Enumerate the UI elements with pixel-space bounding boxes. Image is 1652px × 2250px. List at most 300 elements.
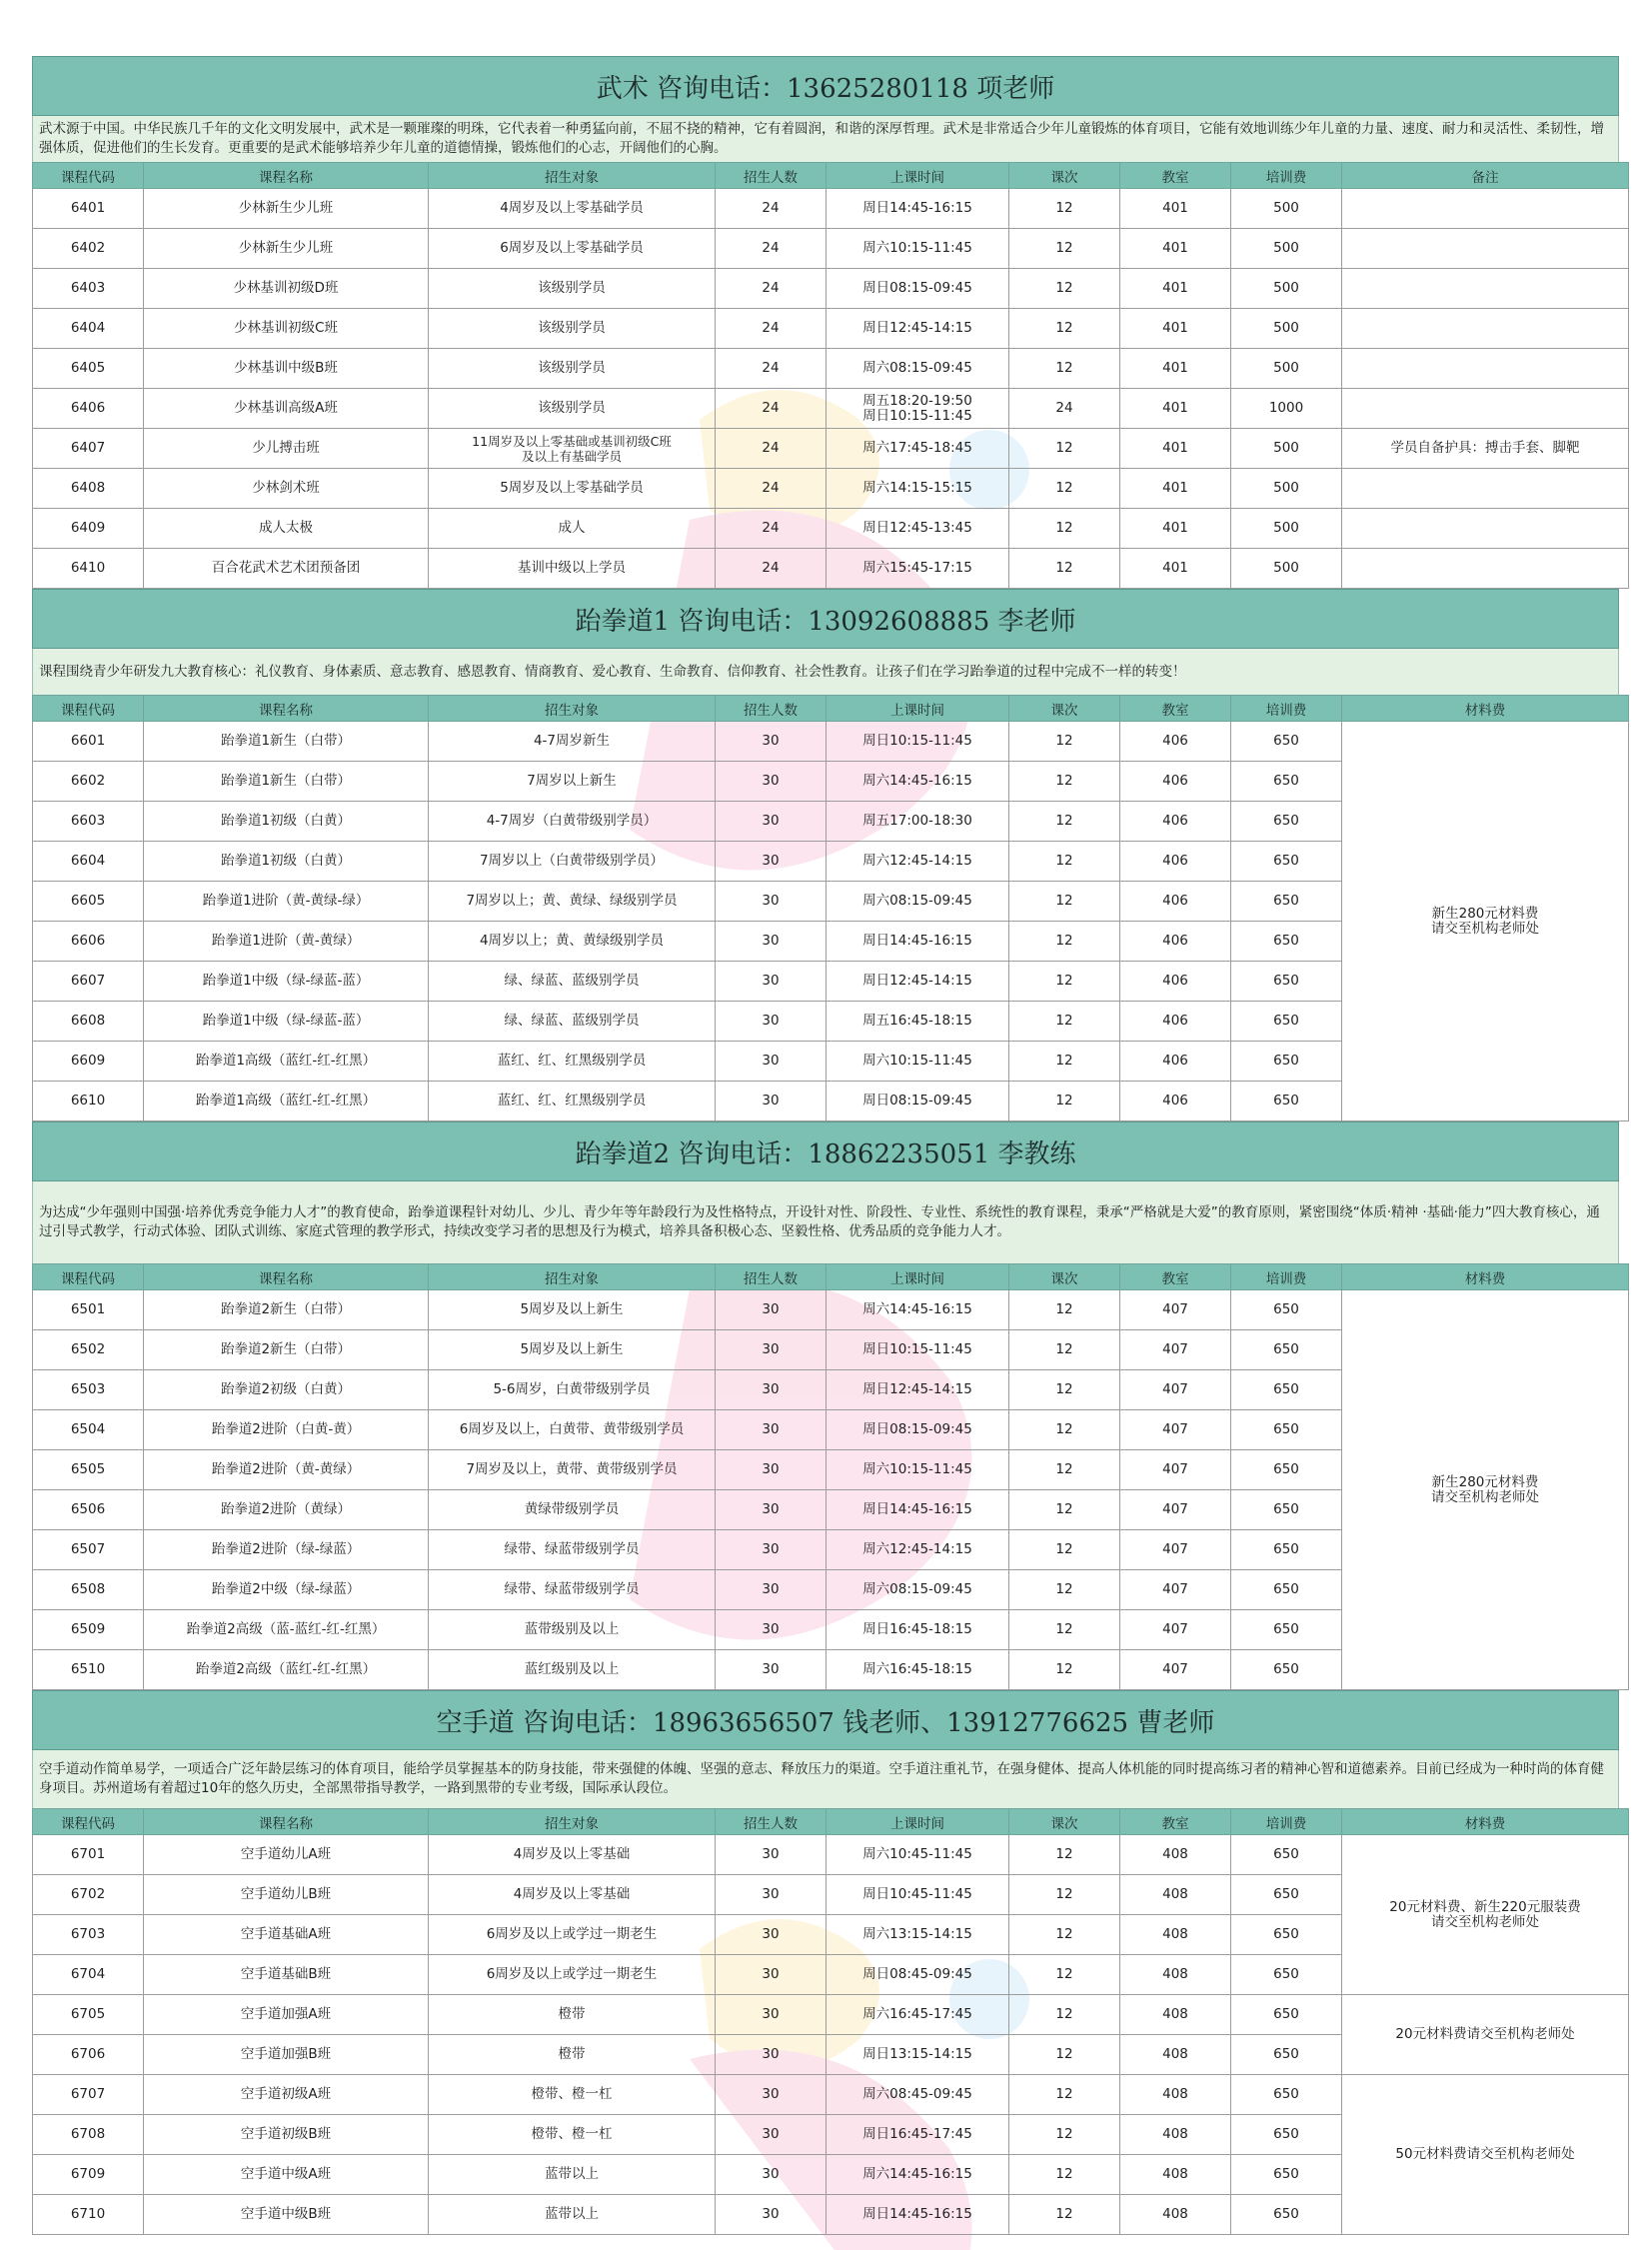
col-course-name-cell: 跆拳道1进阶（黄-黄绿-绿） [144,882,429,922]
col-class-time-cell: 周日16:45-17:45 [826,2115,1009,2155]
col-lessons-header: 课次 [1009,1264,1120,1290]
col-class-time-cell: 周日10:45-11:45 [826,1875,1009,1915]
col-notes-header: 备注 [1342,163,1629,189]
col-enrollment-target-cell: 蓝红、红、红黑级别学员 [429,1042,716,1082]
col-classroom-cell: 408 [1120,2035,1231,2075]
col-course-name-cell: 空手道中级A班 [144,2155,429,2195]
col-enrollment-target-cell: 6周岁及以上零基础学员 [429,229,716,269]
col-course-code-cell: 6504 [33,1410,144,1450]
col-capacity-cell: 24 [716,309,826,349]
col-classroom-cell: 401 [1120,549,1231,589]
col-lessons-cell: 12 [1009,2195,1120,2235]
col-tuition-cell: 650 [1231,1995,1342,2035]
col-capacity-cell: 30 [716,1530,826,1570]
col-tuition-header: 培训费 [1231,1264,1342,1290]
table-row [33,549,1629,589]
col-tuition-header: 培训费 [1231,696,1342,722]
col-enrollment-target-cell: 蓝带级别及以上 [429,1610,716,1650]
col-course-code-cell: 6506 [33,1490,144,1530]
col-class-time-cell: 周六10:15-11:45 [826,1042,1009,1082]
col-notes-header: 材料费 [1342,696,1629,722]
col-lessons-cell: 12 [1009,1002,1120,1042]
col-classroom-cell: 406 [1120,922,1231,962]
col-lessons-cell: 12 [1009,469,1120,509]
col-course-name-cell: 跆拳道1新生（白带） [144,722,429,762]
col-tuition-cell: 650 [1231,962,1342,1002]
col-course-name-cell: 跆拳道1初级（白黄） [144,842,429,882]
col-course-name-cell: 少林基训初级C班 [144,309,429,349]
col-class-time-cell: 周日08:15-09:45 [826,269,1009,309]
col-tuition-cell: 650 [1231,1875,1342,1915]
col-class-time-header: 上课时间 [826,1264,1009,1290]
section-title: 武术 咨询电话：13625280118 项老师 [32,56,1619,116]
col-tuition-cell: 650 [1231,1370,1342,1410]
col-classroom-cell: 406 [1120,882,1231,922]
col-enrollment-target-cell: 该级别学员 [429,389,716,429]
col-course-name-cell: 空手道幼儿A班 [144,1835,429,1875]
col-course-code-header: 课程代码 [33,163,144,189]
col-course-name-cell: 跆拳道2新生（白带） [144,1290,429,1330]
section-title: 跆拳道1 咨询电话：13092608885 李老师 [32,589,1619,649]
col-class-time-cell: 周日12:45-14:15 [826,962,1009,1002]
col-classroom-header: 教室 [1120,696,1231,722]
col-capacity-cell: 24 [716,509,826,549]
col-classroom-cell: 408 [1120,1835,1231,1875]
col-course-code-cell: 6609 [33,1042,144,1082]
col-capacity-cell: 30 [716,1370,826,1410]
col-tuition-cell: 650 [1231,922,1342,962]
col-classroom-cell: 408 [1120,1995,1231,2035]
col-classroom-cell: 407 [1120,1530,1231,1570]
col-course-name-cell: 少儿搏击班 [144,429,429,469]
col-tuition-cell: 650 [1231,1290,1342,1330]
col-course-code-cell: 6604 [33,842,144,882]
col-class-time-cell: 周六08:45-09:45 [826,2075,1009,2115]
col-tuition-cell: 500 [1231,509,1342,549]
col-enrollment-target-header: 招生对象 [429,1809,716,1835]
material-fee-note: 20元材料费请交至机构老师处 [1342,1995,1629,2075]
col-class-time-cell: 周日13:15-14:15 [826,2035,1009,2075]
course-section [32,56,1619,589]
col-class-time-cell: 周日08:15-09:45 [826,1082,1009,1122]
col-lessons-cell: 12 [1009,1875,1120,1915]
table-header-row [33,1264,1629,1290]
col-course-name-cell: 跆拳道1中级（绿-绿蓝-蓝） [144,1002,429,1042]
col-classroom-cell: 401 [1120,509,1231,549]
col-tuition-cell: 650 [1231,1082,1342,1122]
col-lessons-cell: 12 [1009,1082,1120,1122]
col-classroom-cell: 401 [1120,429,1231,469]
col-lessons-cell: 12 [1009,1490,1120,1530]
col-class-time-cell: 周六08:15-09:45 [826,1570,1009,1610]
col-classroom-cell: 401 [1120,349,1231,389]
col-capacity-cell: 30 [716,1995,826,2035]
col-course-code-cell: 6710 [33,2195,144,2235]
col-course-name-cell: 跆拳道2高级（蓝-蓝红-红-红黑） [144,1610,429,1650]
col-enrollment-target-header: 招生对象 [429,696,716,722]
col-notes-cell [1342,269,1629,309]
col-classroom-cell: 406 [1120,762,1231,802]
col-class-time-cell: 周日10:15-11:45 [826,1330,1009,1370]
col-classroom-cell: 406 [1120,1082,1231,1122]
col-capacity-cell: 24 [716,469,826,509]
course-table [32,695,1629,1122]
col-tuition-cell: 500 [1231,429,1342,469]
col-enrollment-target-cell: 4-7周岁（白黄带级别学员） [429,802,716,842]
col-tuition-cell: 650 [1231,1042,1342,1082]
col-capacity-cell: 30 [716,1650,826,1690]
table-row [33,349,1629,389]
col-tuition-cell: 650 [1231,2195,1342,2235]
col-lessons-cell: 12 [1009,842,1120,882]
col-capacity-cell: 24 [716,389,826,429]
col-capacity-cell: 30 [716,1330,826,1370]
col-class-time-cell: 周五18:20-19:50 周日10:15-11:45 [826,389,1009,429]
col-class-time-cell: 周六13:15-14:15 [826,1915,1009,1955]
col-tuition-cell: 500 [1231,469,1342,509]
col-class-time-cell: 周日10:15-11:45 [826,722,1009,762]
col-enrollment-target-cell: 成人 [429,509,716,549]
col-course-code-cell: 6703 [33,1915,144,1955]
material-fee-note: 50元材料费请交至机构老师处 [1342,2075,1629,2235]
col-capacity-cell: 30 [716,1002,826,1042]
col-course-code-cell: 6701 [33,1835,144,1875]
col-capacity-cell: 24 [716,349,826,389]
col-lessons-cell: 12 [1009,1915,1120,1955]
col-course-code-cell: 6409 [33,509,144,549]
col-course-name-cell: 跆拳道2初级（白黄） [144,1370,429,1410]
col-enrollment-target-cell: 该级别学员 [429,309,716,349]
col-capacity-cell: 30 [716,1042,826,1082]
col-notes-cell [1342,349,1629,389]
col-enrollment-target-header: 招生对象 [429,163,716,189]
material-fee-note: 新生280元材料费 请交至机构老师处 [1342,1290,1629,1690]
col-capacity-cell: 30 [716,1955,826,1995]
col-classroom-cell: 401 [1120,469,1231,509]
col-course-code-cell: 6603 [33,802,144,842]
table-row [33,189,1629,229]
col-course-code-cell: 6503 [33,1370,144,1410]
col-class-time-header: 上课时间 [826,163,1009,189]
col-capacity-cell: 30 [716,1915,826,1955]
col-course-name-cell: 少林新生少儿班 [144,189,429,229]
col-lessons-cell: 12 [1009,1370,1120,1410]
col-course-code-cell: 6404 [33,309,144,349]
col-enrollment-target-cell: 5周岁及以上新生 [429,1290,716,1330]
col-course-name-cell: 空手道基础B班 [144,1955,429,1995]
table-row [33,389,1629,429]
section-description: 为达成“少年强则中国强·培养优秀竞争能力人才”的教育使命，跆拳道课程针对幼儿、少儿、青少年等年龄段行为及性格特点，开设针对性、阶段性、专业性、系统性的教育课程，秉承“严格就是大爱”的教育原则，紧密围绕“体质·精神 ·基础·能力”四大教育核心，通过引导式教学，行动式体验、团队式训练、家庭式管理的教学形式，持续改变学习者的思想及行为模式，培养具备积极心态、坚毅性格、优秀品质的竞争能力人才。 [32,1181,1619,1263]
col-class-time-cell: 周六12:45-14:15 [826,842,1009,882]
col-notes-cell [1342,469,1629,509]
col-enrollment-target-cell: 7周岁以上新生 [429,762,716,802]
col-class-time-cell: 周日12:45-14:15 [826,309,1009,349]
col-lessons-cell: 12 [1009,762,1120,802]
col-tuition-cell: 650 [1231,1450,1342,1490]
col-course-name-cell: 空手道加强B班 [144,2035,429,2075]
col-lessons-cell: 12 [1009,722,1120,762]
col-course-code-cell: 6709 [33,2155,144,2195]
col-classroom-cell: 406 [1120,842,1231,882]
col-classroom-cell: 407 [1120,1570,1231,1610]
col-class-time-cell: 周日14:45-16:15 [826,922,1009,962]
col-capacity-cell: 30 [716,2075,826,2115]
col-course-name-cell: 跆拳道1初级（白黄） [144,802,429,842]
col-tuition-cell: 650 [1231,2115,1342,2155]
col-course-code-cell: 6606 [33,922,144,962]
col-class-time-cell: 周日12:45-14:15 [826,1370,1009,1410]
col-course-code-cell: 6403 [33,269,144,309]
col-course-name-cell: 跆拳道2进阶（黄绿） [144,1490,429,1530]
col-course-code-cell: 6706 [33,2035,144,2075]
col-tuition-cell: 650 [1231,1570,1342,1610]
col-course-name-cell: 成人太极 [144,509,429,549]
col-classroom-cell: 407 [1120,1330,1231,1370]
col-class-time-header: 上课时间 [826,1809,1009,1835]
col-enrollment-target-cell: 绿、绿蓝、蓝级别学员 [429,962,716,1002]
col-enrollment-target-cell: 4周岁以上；黄、黄绿级别学员 [429,922,716,962]
col-lessons-cell: 12 [1009,349,1120,389]
col-lessons-cell: 12 [1009,1290,1120,1330]
col-class-time-cell: 周六16:45-18:15 [826,1650,1009,1690]
col-classroom-cell: 407 [1120,1290,1231,1330]
col-course-name-cell: 跆拳道2新生（白带） [144,1330,429,1370]
col-classroom-cell: 407 [1120,1410,1231,1450]
col-enrollment-target-cell: 蓝带以上 [429,2195,716,2235]
section-description: 武术源于中国。中华民族几千年的文化文明发展中，武术是一颗璀璨的明珠，它代表着一种勇猛向前，不屈不挠的精神，它有着圆润，和谐的深厚哲理。武术是非常适合少年儿童锻炼的体育项目，它能有效地训练少年儿童的力量、速度、耐力和灵活性、柔韧性，增强体质，促进他们的生长发育。更重要的是武术能够培养少年儿童的道德情操，锻炼他们的心志，开阔他们的心胸。 [32,116,1619,162]
col-enrollment-target-cell: 该级别学员 [429,269,716,309]
col-enrollment-target-cell: 橙带 [429,1995,716,2035]
col-tuition-cell: 1000 [1231,389,1342,429]
col-tuition-cell: 650 [1231,2075,1342,2115]
col-classroom-cell: 408 [1120,2115,1231,2155]
col-notes-cell: 学员自备护具：搏击手套、脚靶 [1342,429,1629,469]
col-course-code-cell: 6507 [33,1530,144,1570]
col-course-code-cell: 6601 [33,722,144,762]
col-course-code-cell: 6607 [33,962,144,1002]
col-classroom-cell: 408 [1120,2155,1231,2195]
material-fee-note: 新生280元材料费 请交至机构老师处 [1342,722,1629,1122]
section-title: 跆拳道2 咨询电话：18862235051 李教练 [32,1122,1619,1181]
col-course-name-cell: 少林基训初级D班 [144,269,429,309]
col-enrollment-target-cell: 绿带、绿蓝带级别学员 [429,1570,716,1610]
table-row [33,722,1629,762]
col-lessons-cell: 12 [1009,1650,1120,1690]
col-capacity-cell: 30 [716,762,826,802]
col-classroom-cell: 407 [1120,1650,1231,1690]
col-course-code-cell: 6605 [33,882,144,922]
col-course-name-header: 课程名称 [144,1264,429,1290]
col-course-code-cell: 6702 [33,1875,144,1915]
col-course-name-cell: 少林基训中级B班 [144,349,429,389]
col-lessons-cell: 12 [1009,549,1120,589]
col-course-code-header: 课程代码 [33,696,144,722]
col-classroom-cell: 401 [1120,309,1231,349]
col-course-code-cell: 6602 [33,762,144,802]
col-tuition-header: 培训费 [1231,1809,1342,1835]
col-course-code-cell: 6608 [33,1002,144,1042]
course-section [32,1122,1619,1690]
col-tuition-cell: 650 [1231,1915,1342,1955]
material-fee-note: 20元材料费、新生220元服装费 请交至机构老师处 [1342,1835,1629,1995]
col-lessons-cell: 12 [1009,962,1120,1002]
col-classroom-cell: 407 [1120,1370,1231,1410]
table-row [33,229,1629,269]
table-header-row [33,696,1629,722]
col-tuition-cell: 650 [1231,1835,1342,1875]
table-row [33,1995,1629,2035]
col-classroom-header: 教室 [1120,1264,1231,1290]
col-capacity-cell: 30 [716,1490,826,1530]
col-tuition-cell: 500 [1231,269,1342,309]
col-class-time-cell: 周六15:45-17:15 [826,549,1009,589]
col-class-time-header: 上课时间 [826,696,1009,722]
col-enrollment-target-cell: 5周岁及以上零基础学员 [429,469,716,509]
col-lessons-cell: 12 [1009,1530,1120,1570]
col-enrollment-target-cell: 4-7周岁新生 [429,722,716,762]
col-course-code-cell: 6410 [33,549,144,589]
col-notes-cell [1342,189,1629,229]
col-classroom-cell: 407 [1120,1450,1231,1490]
col-tuition-cell: 650 [1231,722,1342,762]
col-course-name-cell: 空手道中级B班 [144,2195,429,2235]
col-enrollment-target-cell: 7周岁及以上，黄带、黄带级别学员 [429,1450,716,1490]
col-classroom-cell: 408 [1120,1875,1231,1915]
col-tuition-cell: 500 [1231,189,1342,229]
course-section [32,589,1619,1122]
col-course-code-cell: 6704 [33,1955,144,1995]
col-class-time-cell: 周六10:45-11:45 [826,1835,1009,1875]
col-notes-cell [1342,509,1629,549]
col-capacity-cell: 30 [716,722,826,762]
col-course-name-cell: 空手道初级A班 [144,2075,429,2115]
col-notes-cell [1342,229,1629,269]
col-course-name-cell: 空手道加强A班 [144,1995,429,2035]
col-course-code-cell: 6705 [33,1995,144,2035]
table-row [33,1835,1629,1875]
col-tuition-cell: 650 [1231,882,1342,922]
col-tuition-cell: 650 [1231,1490,1342,1530]
col-course-name-cell: 空手道基础A班 [144,1915,429,1955]
col-enrollment-target-cell: 4周岁及以上零基础 [429,1875,716,1915]
col-enrollment-target-cell: 蓝红、红、红黑级别学员 [429,1082,716,1122]
table-row [33,509,1629,549]
col-class-time-cell: 周日14:45-16:15 [826,189,1009,229]
col-capacity-cell: 30 [716,2155,826,2195]
section-description: 空手道动作简单易学，一项适合广泛年龄层练习的体育项目，能给学员掌握基本的防身技能，带来强健的体魄、坚强的意志、释放压力的渠道。空手道注重礼节，在强身健体、提高人体机能的同时提高练习者的精神心智和道德素养。目前已经成为一种时尚的体育健身项目。苏州道场有着超过10年的悠久历史，全部黑带指导教学，一路到黑带的专业考级，国际承认段位。 [32,1750,1619,1808]
col-capacity-cell: 30 [716,1570,826,1610]
course-table [32,1263,1629,1690]
col-enrollment-target-cell: 橙带、橙一杠 [429,2115,716,2155]
col-tuition-cell: 650 [1231,762,1342,802]
col-lessons-cell: 12 [1009,1410,1120,1450]
col-enrollment-target-cell: 4周岁及以上零基础学员 [429,189,716,229]
col-capacity-cell: 30 [716,1082,826,1122]
col-capacity-cell: 30 [716,802,826,842]
col-tuition-cell: 500 [1231,549,1342,589]
col-lessons-cell: 12 [1009,1995,1120,2035]
col-course-name-cell: 百合花武术艺术团预备团 [144,549,429,589]
col-classroom-cell: 407 [1120,1610,1231,1650]
col-capacity-cell: 30 [716,1610,826,1650]
col-tuition-cell: 650 [1231,1610,1342,1650]
table-row [33,429,1629,469]
col-lessons-cell: 24 [1009,389,1120,429]
table-row [33,269,1629,309]
col-tuition-cell: 650 [1231,1410,1342,1450]
col-class-time-cell: 周六14:45-16:15 [826,2155,1009,2195]
col-class-time-cell: 周六12:45-14:15 [826,1530,1009,1570]
col-course-name-cell: 跆拳道1新生（白带） [144,762,429,802]
course-table [32,1808,1629,2235]
col-capacity-cell: 30 [716,2195,826,2235]
col-course-name-cell: 跆拳道1进阶（黄-黄绿） [144,922,429,962]
col-class-time-cell: 周六14:45-16:15 [826,762,1009,802]
col-capacity-cell: 24 [716,549,826,589]
col-notes-header: 材料费 [1342,1809,1629,1835]
col-lessons-cell: 12 [1009,509,1120,549]
col-enrollment-target-cell: 7周岁以上（白黄带级别学员） [429,842,716,882]
col-tuition-cell: 650 [1231,2155,1342,2195]
col-course-code-header: 课程代码 [33,1809,144,1835]
col-classroom-cell: 407 [1120,1490,1231,1530]
col-course-name-cell: 跆拳道1高级（蓝红-红-红黑） [144,1042,429,1082]
col-enrollment-target-cell: 5周岁及以上新生 [429,1330,716,1370]
col-classroom-cell: 408 [1120,1955,1231,1995]
col-class-time-cell: 周六10:15-11:45 [826,229,1009,269]
col-classroom-header: 教室 [1120,1809,1231,1835]
table-row [33,469,1629,509]
col-capacity-cell: 30 [716,2115,826,2155]
col-lessons-cell: 12 [1009,1570,1120,1610]
col-lessons-cell: 12 [1009,1450,1120,1490]
col-lessons-cell: 12 [1009,882,1120,922]
col-enrollment-target-cell: 蓝红级别及以上 [429,1650,716,1690]
table-row [33,309,1629,349]
col-capacity-header: 招生人数 [716,696,826,722]
col-course-code-cell: 6510 [33,1650,144,1690]
col-course-name-cell: 跆拳道1中级（绿-绿蓝-蓝） [144,962,429,1002]
col-course-code-header: 课程代码 [33,1264,144,1290]
col-classroom-cell: 406 [1120,722,1231,762]
col-classroom-cell: 401 [1120,189,1231,229]
col-lessons-cell: 12 [1009,189,1120,229]
col-capacity-cell: 30 [716,1450,826,1490]
col-course-name-header: 课程名称 [144,696,429,722]
col-tuition-cell: 650 [1231,1650,1342,1690]
col-enrollment-target-cell: 5-6周岁，白黄带级别学员 [429,1370,716,1410]
col-capacity-cell: 30 [716,842,826,882]
col-enrollment-target-cell: 绿、绿蓝、蓝级别学员 [429,1002,716,1042]
col-lessons-cell: 12 [1009,229,1120,269]
col-capacity-cell: 30 [716,1835,826,1875]
col-lessons-cell: 12 [1009,922,1120,962]
col-classroom-cell: 408 [1120,2075,1231,2115]
col-capacity-cell: 24 [716,269,826,309]
col-course-code-cell: 6508 [33,1570,144,1610]
col-enrollment-target-cell: 橙带 [429,2035,716,2075]
col-notes-cell [1342,309,1629,349]
col-enrollment-target-cell: 该级别学员 [429,349,716,389]
col-lessons-cell: 12 [1009,1610,1120,1650]
col-course-code-cell: 6707 [33,2075,144,2115]
col-course-code-cell: 6408 [33,469,144,509]
col-notes-cell [1342,389,1629,429]
col-course-name-cell: 空手道幼儿B班 [144,1875,429,1915]
col-capacity-cell: 24 [716,429,826,469]
col-capacity-header: 招生人数 [716,163,826,189]
col-lessons-cell: 12 [1009,269,1120,309]
